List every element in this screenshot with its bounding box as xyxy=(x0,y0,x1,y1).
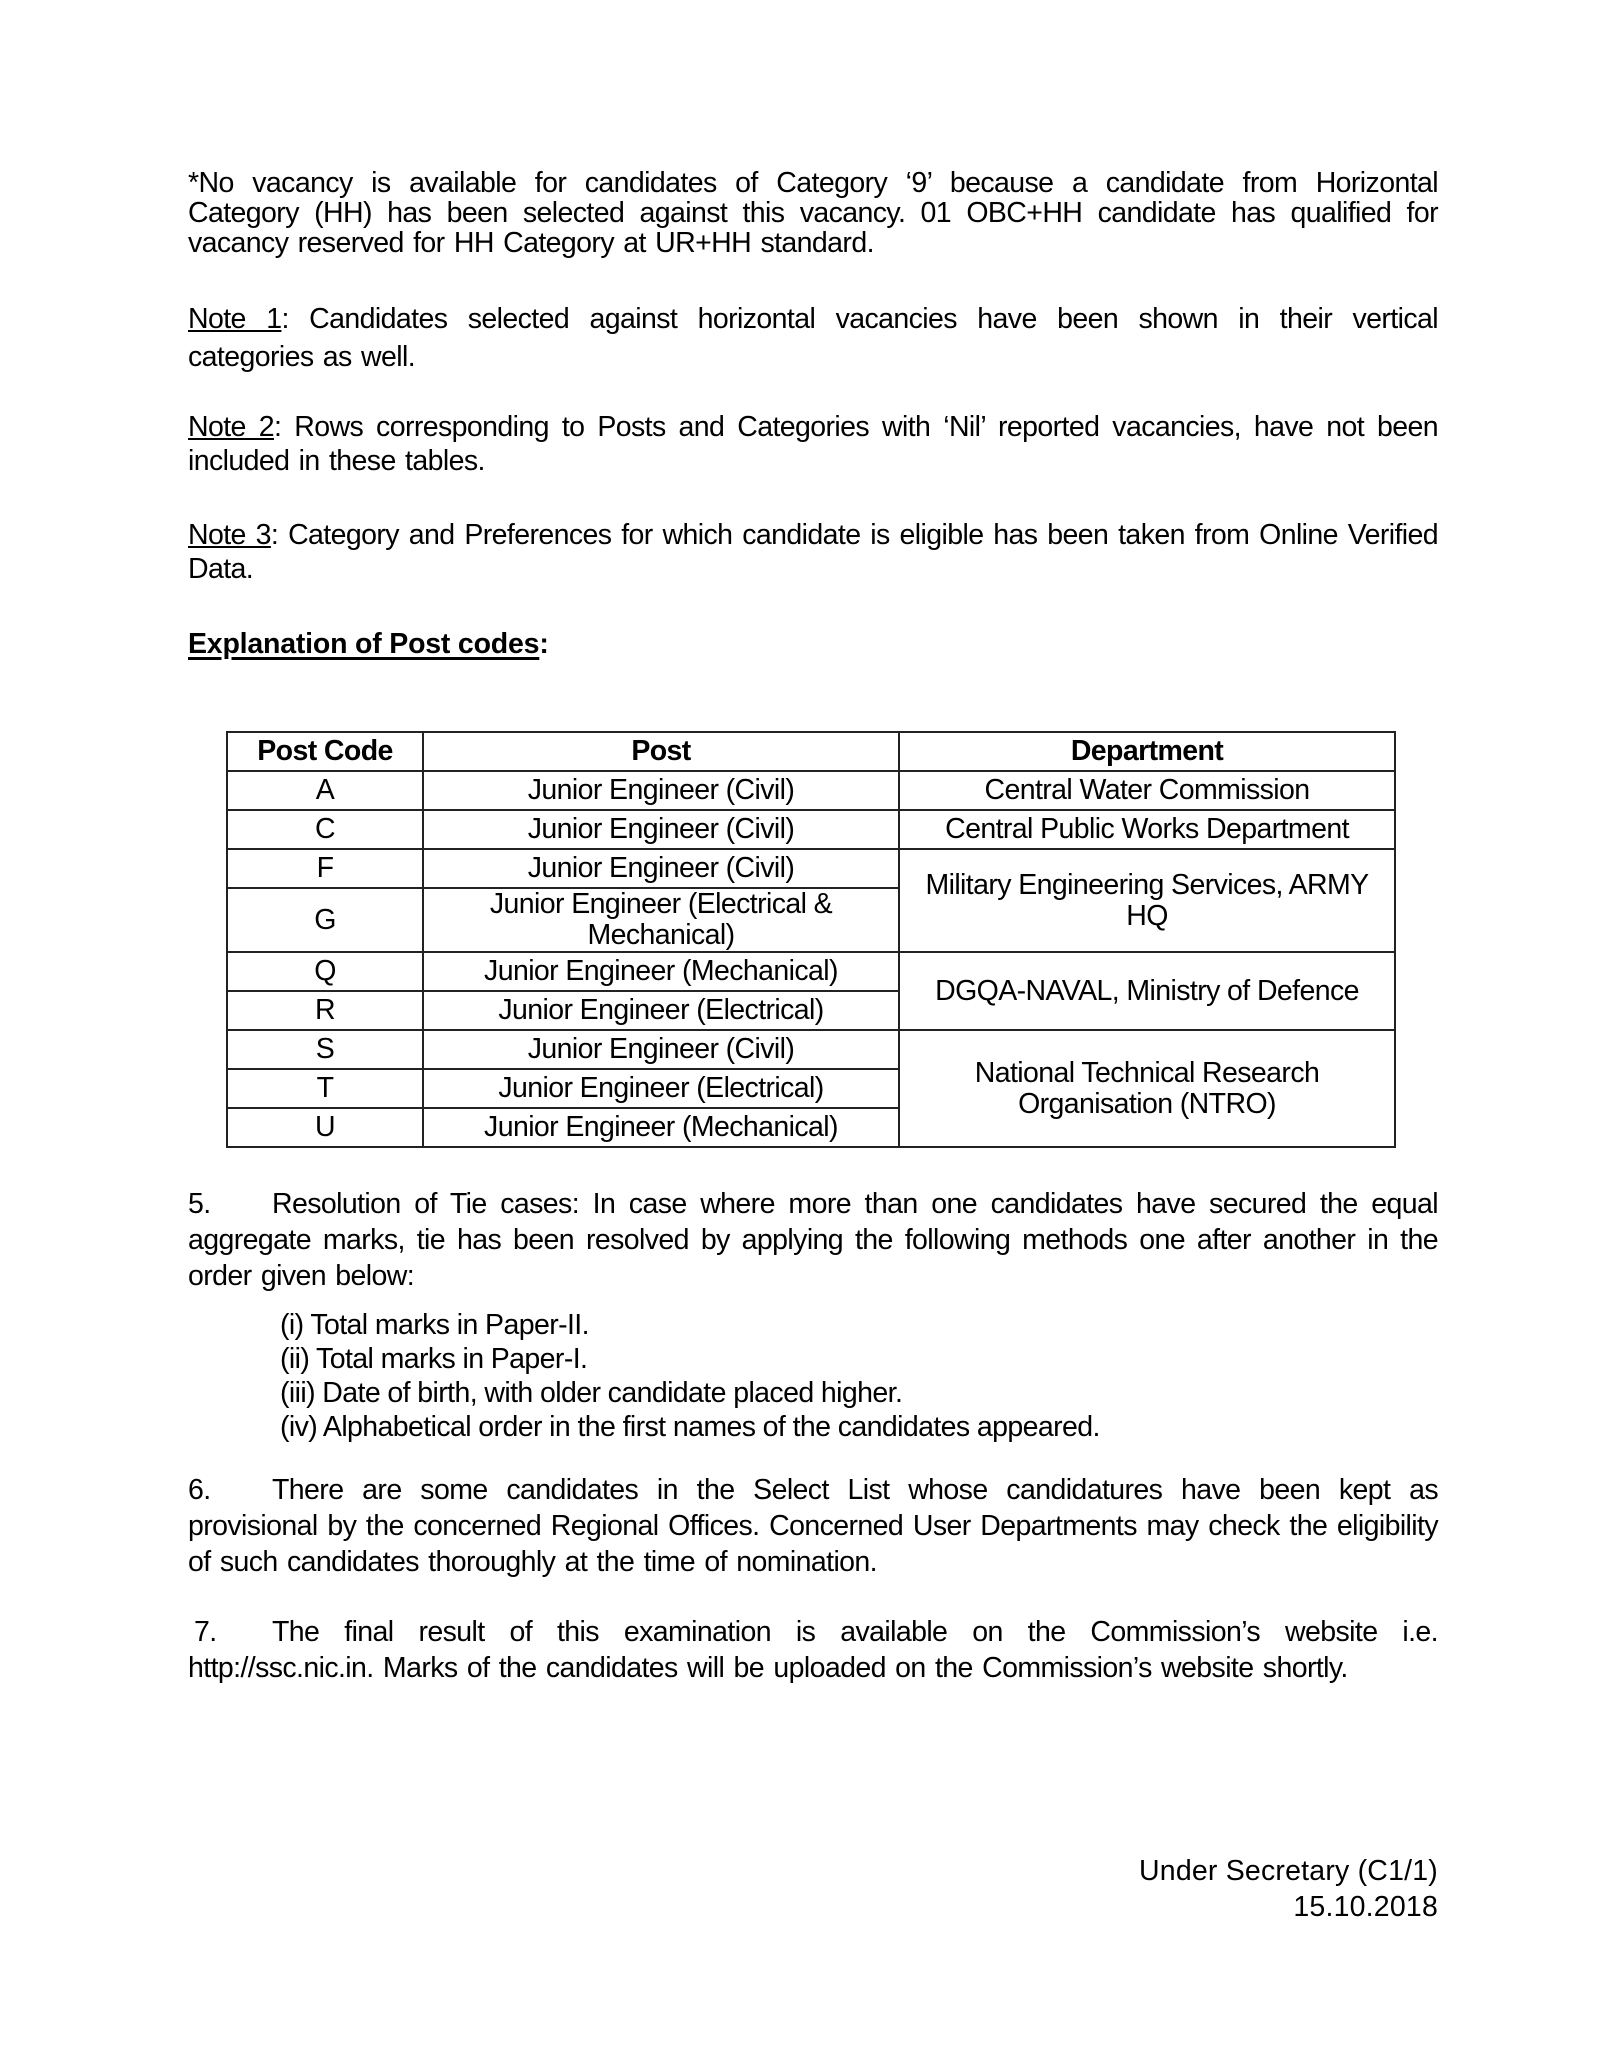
section-6-number: 6. xyxy=(188,1474,211,1506)
post-cell: Junior Engineer (Mechanical) xyxy=(423,1108,899,1147)
post-cell: Junior Engineer (Electrical) xyxy=(423,991,899,1030)
vacancy-footnote: *No vacancy is available for candidates of Category ‘9’ because a candidate from Horizontal Category (HH) has been selected against this vacancy. 01 OBC+HH candidate has qualified for vacancy reserved for HH Category at UR+HH standard. xyxy=(188,167,1438,259)
header-post-code: Post Code xyxy=(227,732,423,771)
post-code-cell: A xyxy=(227,771,423,810)
document-page xyxy=(188,168,1438,1686)
post-code-cell: R xyxy=(227,991,423,1030)
post-cell: Junior Engineer (Civil) xyxy=(423,771,899,810)
list-item: (i) Total marks in Paper-II. xyxy=(280,1309,589,1341)
post-code-cell: T xyxy=(227,1069,423,1108)
department-cell: DGQA-NAVAL, Ministry of Defence xyxy=(899,952,1395,1030)
note-3 xyxy=(188,518,1438,586)
list-item: (ii) Total marks in Paper-I. xyxy=(280,1343,588,1375)
section-5-text: Resolution of Tie cases: In case where more than one candidates have secured the equal aggregate marks, tie has been resolved by applying the following methods one after another in the order given below: xyxy=(188,1188,1438,1292)
post-code-cell: Q xyxy=(227,952,423,991)
header-department: Department xyxy=(899,732,1395,771)
department-cell: Central Water Commission xyxy=(899,771,1395,810)
section-5-tie-resolution xyxy=(188,1186,1438,1294)
post-cell: Junior Engineer (Civil) xyxy=(423,1030,899,1069)
section-7-number: 7. xyxy=(194,1616,217,1648)
section-5-number: 5. xyxy=(188,1188,211,1220)
post-cell: Junior Engineer (Civil) xyxy=(423,849,899,888)
header-post: Post xyxy=(423,732,899,771)
post-codes-heading-colon: : xyxy=(539,628,549,660)
department-cell: National Technical Research Organisation (NTRO) xyxy=(899,1030,1395,1147)
list-item: (iii) Date of birth, with older candidate placed higher. xyxy=(280,1377,903,1409)
post-code-cell: U xyxy=(227,1108,423,1147)
post-cell: Junior Engineer (Electrical) xyxy=(423,1069,899,1108)
section-6-text: There are some candidates in the Select List whose candidatures have been kept as provisional by the concerned Regional Offices. Concerned User Departments may check the eligibility of such candidates thoroughly at the time of nomination. xyxy=(188,1474,1438,1578)
list-item: (iv) Alphabetical order in the first names of the candidates appeared. xyxy=(280,1411,1100,1443)
note-1-text: : Candidates selected against horizontal vacancies have been shown in their vertical categories as well. xyxy=(188,303,1438,373)
table-row xyxy=(227,952,1395,991)
note-1-label: Note 1 xyxy=(188,303,282,335)
post-code-cell: C xyxy=(227,810,423,849)
signatory-designation: Under Secretary (C1/1) xyxy=(1138,1855,1438,1887)
post-cell: Junior Engineer (Electrical & Mechanical) xyxy=(423,888,899,952)
signature-block xyxy=(1139,1853,1438,1925)
note-2-text: : Rows corresponding to Posts and Categories with ‘Nil’ reported vacancies, have not been included in these tables. xyxy=(188,411,1438,477)
note-2-label: Note 2 xyxy=(188,411,274,443)
section-7-final-result xyxy=(188,1614,1438,1686)
note-1 xyxy=(188,300,1438,376)
post-cell: Junior Engineer (Mechanical) xyxy=(423,952,899,991)
tie-resolution-list xyxy=(280,1308,1438,1444)
post-code-cell: F xyxy=(227,849,423,888)
post-cell: Junior Engineer (Civil) xyxy=(423,810,899,849)
table-row xyxy=(227,849,1395,888)
signature-date: 15.10.2018 xyxy=(1293,1891,1438,1923)
post-codes-table xyxy=(226,731,1396,1148)
post-codes-heading-text: Explanation of Post codes xyxy=(188,628,540,660)
note-3-label: Note 3 xyxy=(188,519,271,551)
department-cell: Central Public Works Department xyxy=(899,810,1395,849)
table-row xyxy=(227,810,1395,849)
table-row xyxy=(227,1030,1395,1069)
post-code-cell: G xyxy=(227,888,423,952)
table-row xyxy=(227,771,1395,810)
note-2 xyxy=(188,410,1438,478)
table-header-row xyxy=(227,732,1395,771)
department-cell: Military Engineering Services, ARMY HQ xyxy=(899,849,1395,952)
post-code-cell: S xyxy=(227,1030,423,1069)
note-3-text: : Category and Preferences for which candidate is eligible has been taken from Online Verified Data. xyxy=(188,519,1439,585)
section-7-text: The final result of this examination is available on the Commission’s website i.e. http://ssc.nic.in. Marks of the candidates will be uploaded on the Commission’s website shortly. xyxy=(188,1616,1438,1684)
section-6-provisional xyxy=(188,1472,1438,1580)
post-codes-heading xyxy=(188,628,1438,661)
